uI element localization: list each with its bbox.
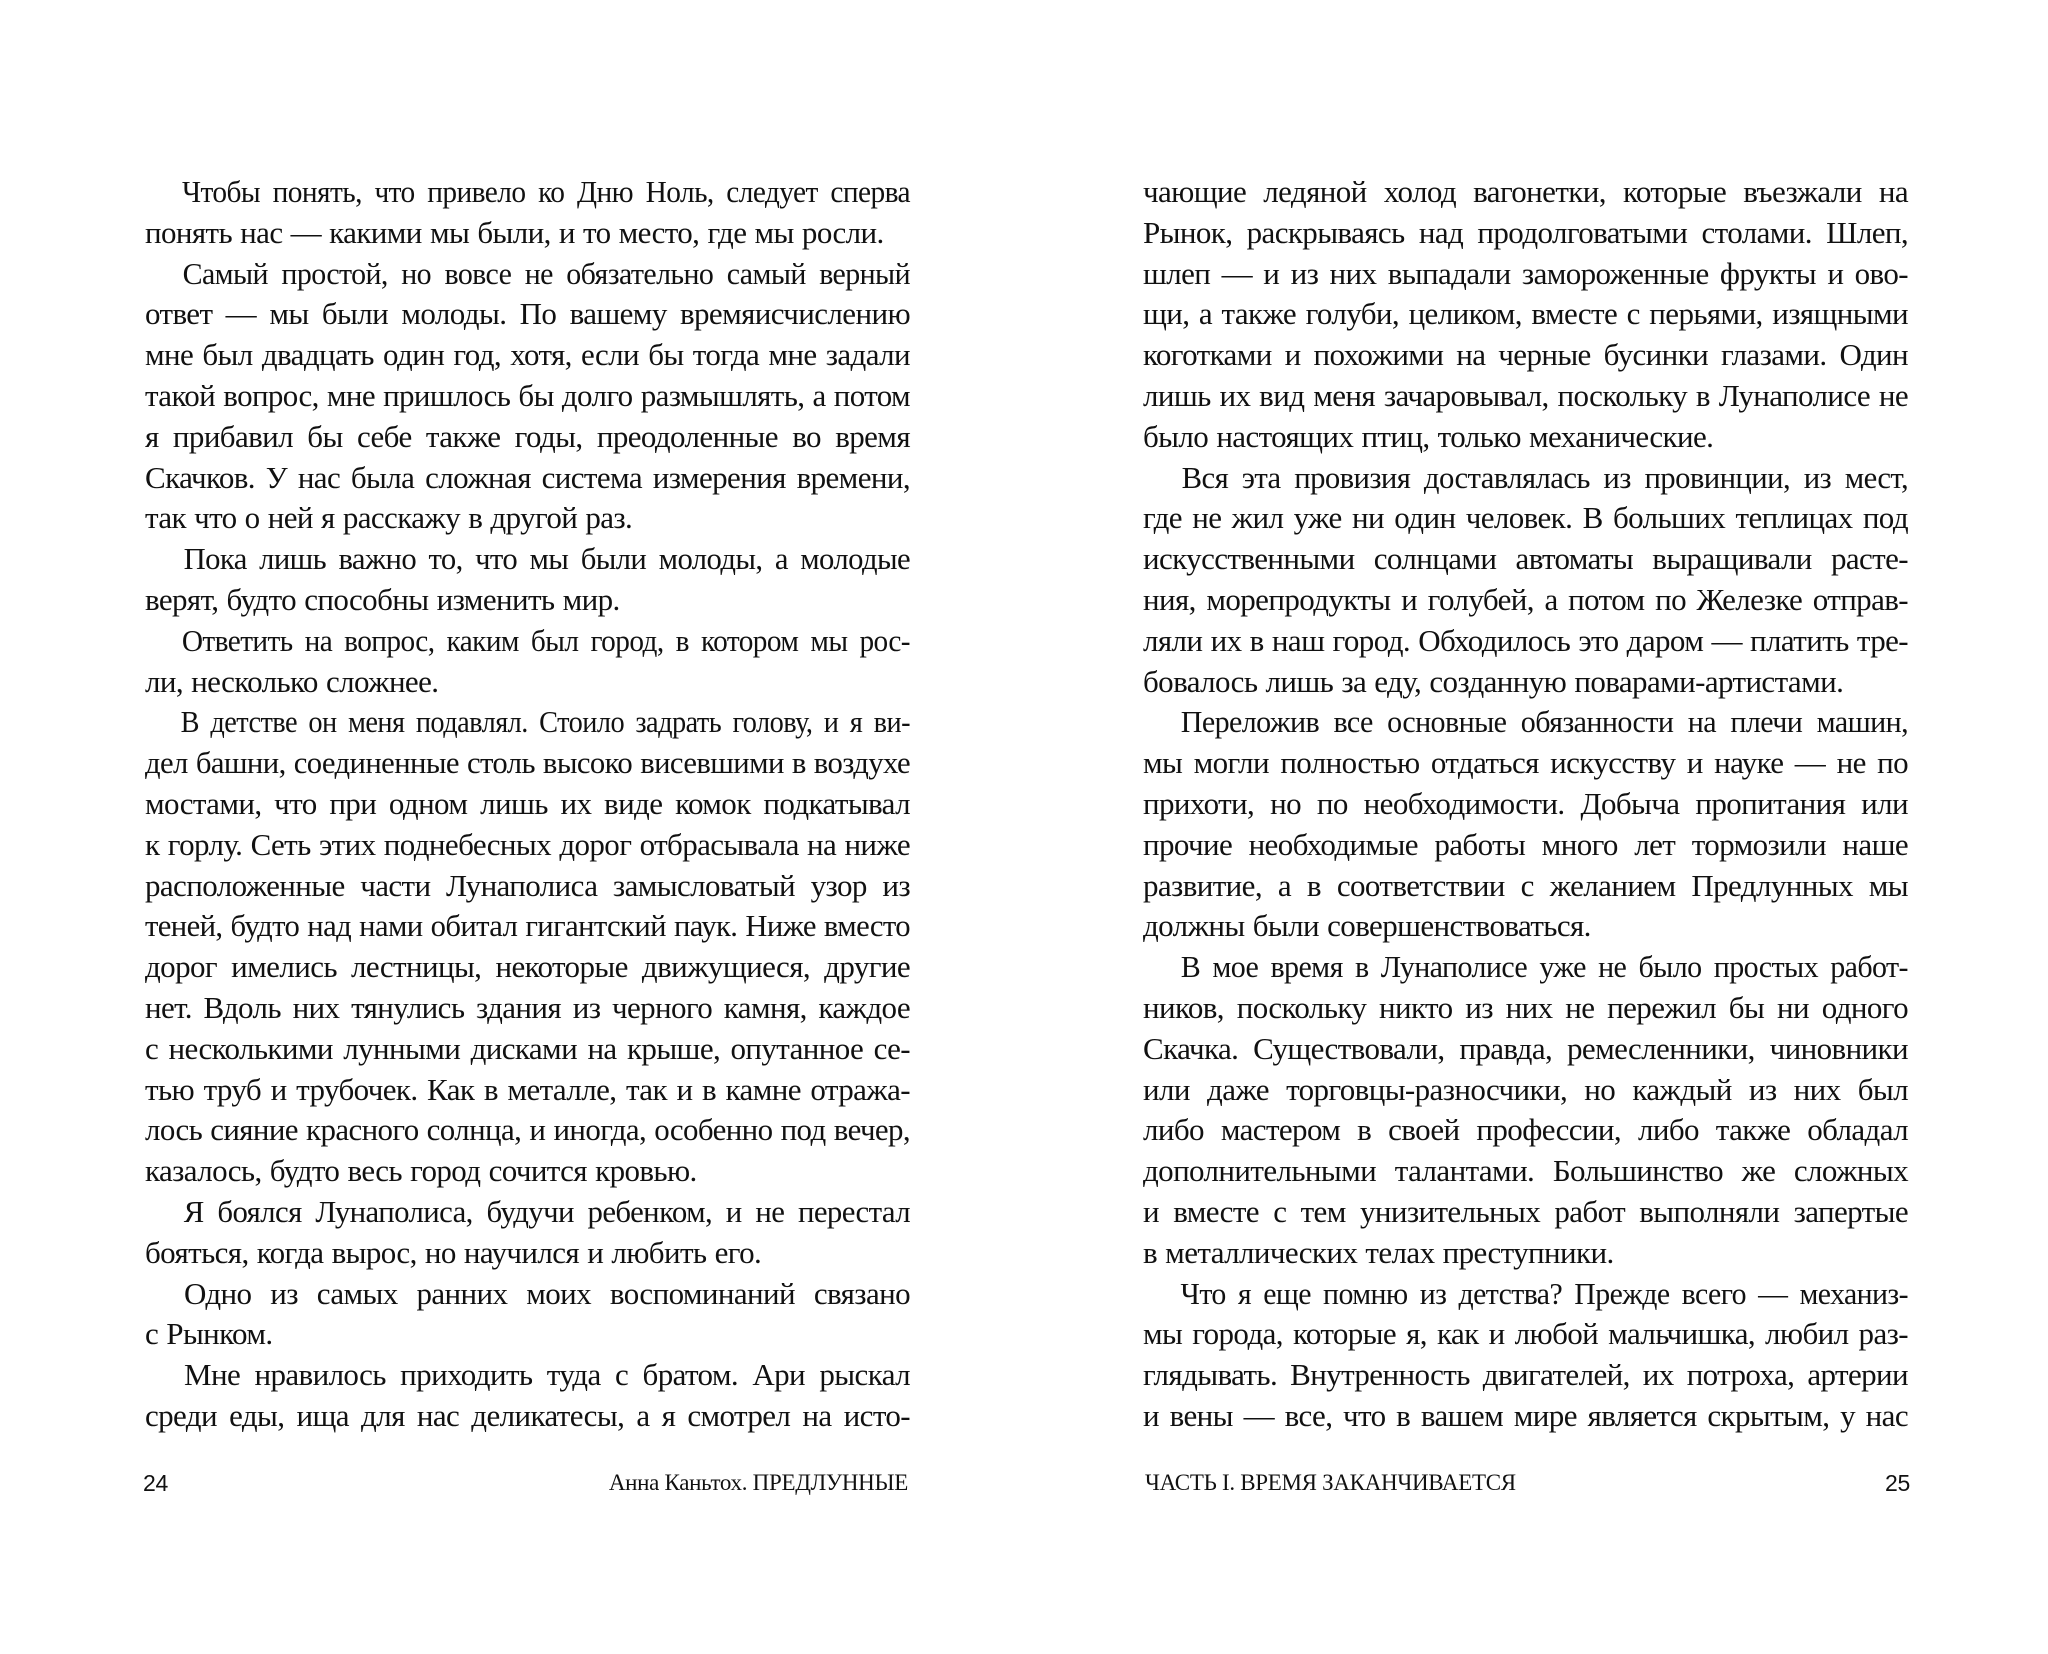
text-line: Скачка. Существовали, правда, ремесленники, чиновники xyxy=(1143,1030,1908,1066)
page-number-left: 24 xyxy=(143,1469,168,1496)
text-line: лось сияние красного солнца, и иногда, особенно под вечер, xyxy=(145,1112,911,1148)
text-line: либо мастером в своей профессии, либо также обладал xyxy=(1143,1112,1908,1148)
text-line: Одно из самых ранних моих воспоминаний связано xyxy=(184,1275,910,1311)
text-line: лишь их вид меня зачаровывал, поскольку в Лунаполисе не xyxy=(1143,377,1908,413)
text-line: среди еды, ища для нас деликатесы, а я смотрел на исто- xyxy=(145,1397,910,1433)
text-line: в металлических телах преступники. xyxy=(1143,1234,1614,1270)
text-line: казалось, будто весь город сочится кровью. xyxy=(145,1153,697,1189)
text-line: Мне нравилось приходить туда с братом. Ари рыскал xyxy=(184,1357,910,1393)
text-line: прочие необходимые работы много лет тормозили наше xyxy=(1143,826,1908,862)
text-line: чающие ледяной холод вагонетки, которые въезжали на xyxy=(1143,174,1908,209)
text-line: Пока лишь важно то, что мы были молоды, а молодые xyxy=(183,541,910,577)
right-page xyxy=(1024,0,2048,1654)
text-line: мы могли полностью отдаться искусству и науке — не по xyxy=(1143,745,1908,781)
text-line: и вены — все, что в вашем мире является скрытым, у нас xyxy=(1143,1397,1908,1433)
text-line: В мое время в Лунаполисе уже не было простых работ- xyxy=(1180,949,1908,985)
text-line: искусственными солнцами автоматы выращивали расте- xyxy=(1143,541,1908,577)
running-head-author-title: Анна Каньтох. ПРЕДЛУННЫЕ xyxy=(608,1470,908,1495)
text-line: коготками и похожими на черные бусинки глазами. Один xyxy=(1143,337,1908,373)
text-line: понять нас — какими мы были, и то место, где мы росли. xyxy=(145,214,884,250)
text-line: и вместе с тем унизительных работ выполняли запертые xyxy=(1143,1193,1908,1229)
text-line: с Рынком. xyxy=(145,1316,273,1352)
text-line: дел башни, соединенные столь высоко висевшими в воздухе xyxy=(145,745,910,781)
text-line: или даже торговцы-разносчики, но каждый из них был xyxy=(1143,1071,1908,1107)
right-page-footer xyxy=(1145,1466,1910,1500)
text-line: Вся эта провизия доставлялась из провинции, из мест, xyxy=(1181,459,1909,495)
text-line: теней, будто над нами обитал гигантский паук. Ниже вместо xyxy=(145,908,910,944)
text-line: прихоти, но по необходимости. Добыча пропитания или xyxy=(1143,785,1908,821)
text-line: глядывать. Внутренность двигателей, их потроха, артерии xyxy=(1143,1357,1908,1393)
text-line: мне был двадцать один год, хотя, если бы тогда мне задали xyxy=(145,337,910,373)
left-page-text-column xyxy=(145,172,910,1437)
text-line: так что о ней я расскажу в другой раз. xyxy=(145,500,633,536)
text-line: ответ — мы были молоды. По вашему времяисчислению xyxy=(145,296,910,332)
text-line: бояться, когда вырос, но научился и любить его. xyxy=(145,1234,762,1270)
text-line: верят, будто способны изменить мир. xyxy=(145,581,620,617)
text-line: расположенные части Лунаполиса замысловатый узор из xyxy=(145,867,910,903)
text-line: было настоящих птиц, только механические. xyxy=(1143,418,1714,454)
text-line: Рынок, раскрываясь над продолговатыми столами. Шлеп, xyxy=(1143,214,1908,250)
text-line: Ответить на вопрос, каким был город, в котором мы рос- xyxy=(181,622,910,658)
text-line: Я боялся Лунаполиса, будучи ребенком, и не перестал xyxy=(183,1193,910,1229)
page-number-right: 25 xyxy=(1885,1469,1910,1496)
text-line: с несколькими лунными дисками на крыше, опутанное се- xyxy=(145,1030,910,1066)
text-line: должны были совершенствоваться. xyxy=(1143,908,1591,944)
right-page-text-column xyxy=(1143,172,1908,1437)
text-line: ников, поскольку никто из них не пережил бы ни одного xyxy=(1143,989,1908,1025)
text-line: такой вопрос, мне пришлось бы долго размышлять, а потом xyxy=(145,377,911,413)
text-line: развитие, а в соответствии с желанием Предлунных мы xyxy=(1143,867,1908,903)
text-line: мы города, которые я, как и любой мальчишка, любил раз- xyxy=(1143,1316,1908,1352)
text-line: где не жил уже ни один человек. В больших теплицах под xyxy=(1143,500,1908,536)
text-line: дорог имелись лестницы, некоторые движущиеся, другие xyxy=(145,949,910,985)
text-line: шлеп — и из них выпадали замороженные фрукты и ово- xyxy=(1143,255,1908,291)
text-line: Самый простой, но вовсе не обязательно самый верный xyxy=(182,255,910,291)
text-line: тью труб и трубочек. Как в металле, так и в камне отража- xyxy=(145,1071,910,1107)
text-line: В детстве он меня подавлял. Стоило задрать голову, и я ви- xyxy=(180,704,910,740)
running-head-section-title: ЧАСТЬ I. ВРЕМЯ ЗАКАНЧИВАЕТСЯ xyxy=(1145,1470,1516,1495)
text-line: ния, морепродукты и голубей, а потом по Железке отправ- xyxy=(1143,581,1908,617)
text-line: нет. Вдоль них тянулись здания из черного камня, каждое xyxy=(145,989,910,1025)
text-line: ли, несколько сложнее. xyxy=(145,663,439,699)
text-line: к горлу. Сеть этих поднебесных дорог отбрасывала на ниже xyxy=(145,826,910,862)
text-line: Скачков. У нас была сложная система измерения времени, xyxy=(145,459,910,495)
text-line: бовалось лишь за еду, созданную поварами-артистами. xyxy=(1143,663,1844,699)
text-line: щи, а также голуби, целиком, вместе с перьями, изящными xyxy=(1143,296,1908,332)
left-page-footer xyxy=(143,1466,908,1500)
text-line: ляли их в наш город. Обходилось это даром — платить тре- xyxy=(1143,622,1908,658)
text-line: Переложив все основные обязанности на плечи машин, xyxy=(1180,704,1909,740)
text-line: я прибавил бы себе также годы, преодоленные во время xyxy=(145,418,910,454)
text-line: мостами, что при одном лишь их виде комок подкатывал xyxy=(145,785,910,821)
text-line: дополнительными талантами. Большинство же сложных xyxy=(1143,1153,1908,1189)
text-line: Что я еще помню из детства? Прежде всего — механиз- xyxy=(1180,1275,1908,1311)
text-line: Чтобы понять, что привело ко Дню Ноль, следует сперва xyxy=(181,174,910,209)
